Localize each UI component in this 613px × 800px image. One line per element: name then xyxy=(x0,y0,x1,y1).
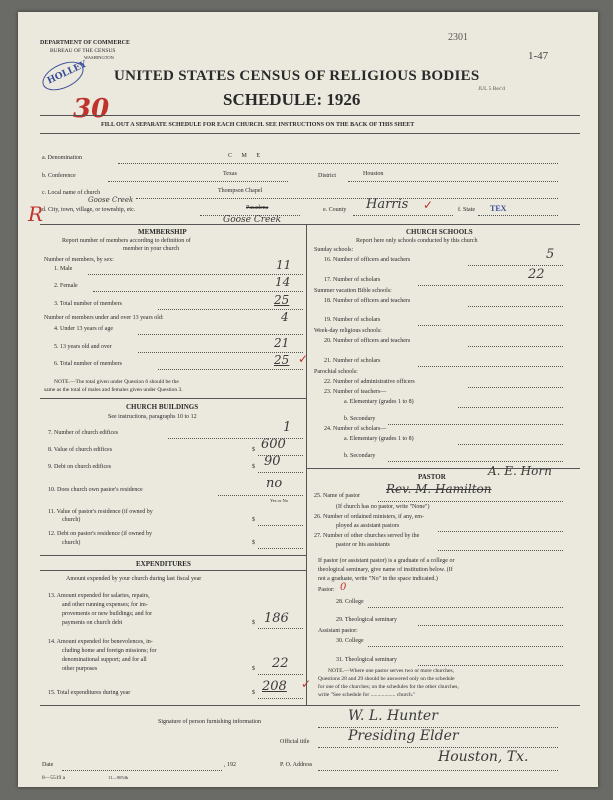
teachers-elementary-label: a. Elementary (grades 1 to 8) xyxy=(344,399,414,405)
expenditures-sub: Amount expended by your church during last fiscal year xyxy=(66,576,202,582)
total-check: ✓ xyxy=(298,352,309,366)
male-label: 1. Male xyxy=(54,266,73,272)
official-title-label: Official title xyxy=(280,739,310,745)
pastor-name-label: 25. Name of pastor xyxy=(314,493,360,499)
form-subtitle: SCHEDULE: 1926 xyxy=(223,90,361,109)
assistant-pastor-label: Assistant pastor: xyxy=(318,628,358,634)
running-expenses-label-2: and other running expenses; for im- xyxy=(62,602,148,608)
schools-heading: CHURCH SCHOOLS xyxy=(406,228,473,236)
pastor-note-2: Questions 28 and 29 should be answered only on the schedule xyxy=(318,676,455,682)
under13-label: 4. Under 13 years of age xyxy=(54,326,113,332)
parochial-schools-label: Parochial schools: xyxy=(314,369,358,375)
running-expenses-label-3: provements or new buildings; and for xyxy=(62,611,153,617)
residence-value-label-2: church) xyxy=(62,517,81,523)
expenditure-check: ✓ xyxy=(301,677,312,691)
expenditures-heading: EXPENDITURES xyxy=(136,560,191,568)
pastor-note-4: write "See schedule for .................. church." xyxy=(318,692,416,698)
seminary-label: 29. Theological seminary xyxy=(336,617,398,623)
benevolences-value: 22 xyxy=(272,656,289,671)
sunday-scholars-label: 17. Number of scholars xyxy=(324,277,381,283)
total-expenditures-label: 15. Total expenditures during year xyxy=(48,690,131,696)
city-label: d. City, town, village, or township, etc. xyxy=(42,207,136,213)
total-members-label: 3. Total number of members xyxy=(54,301,122,307)
city-correction: Goose Creek xyxy=(223,215,282,225)
edifice-debt-label: 9. Debt on church edifices xyxy=(48,464,112,470)
red-number: 30 xyxy=(73,94,110,124)
summer-scholars-label: 19. Number of scholars xyxy=(324,317,381,323)
date-label: Date xyxy=(42,762,54,768)
schools-sub: Report here only schools conducted by this church xyxy=(356,238,478,244)
total-members-2-value: 25 xyxy=(274,353,290,367)
running-expenses-value: 186 xyxy=(264,611,289,626)
code-number: 1-47 xyxy=(528,50,549,62)
residence-value-label: 11. Value of pastor's residence (if owned by xyxy=(48,509,153,515)
sunday-teachers-value: 5 xyxy=(546,247,555,262)
residence-label: 10. Does church own pastor's residence xyxy=(48,487,143,493)
ordained-ministers-label-2: ployed as assistant pastors xyxy=(336,523,400,529)
buildings-sub: See instructions, paragraphs 10 to 12 xyxy=(108,414,197,420)
census-schedule-sheet xyxy=(18,12,598,787)
over13-value: 21 xyxy=(274,336,290,350)
dollar-sign: $ xyxy=(252,517,255,523)
district-label: District xyxy=(318,173,336,179)
dollar-sign: $ xyxy=(252,690,255,696)
membership-note-2: same as the total of males and females given under Question 3. xyxy=(44,387,183,393)
total-expenditures-value: 208 xyxy=(262,679,287,694)
no-pastor-hint: (If church has no pastor, write "None") xyxy=(336,504,430,510)
pastor-name-value: Rev. M. Hamilton xyxy=(386,482,492,496)
scholars-elementary-label: a. Elementary (grades 1 to 8) xyxy=(344,436,414,442)
official-title-value: Presiding Elder xyxy=(348,728,459,744)
state-value: TEX xyxy=(490,204,507,213)
edifice-debt-value: 90 xyxy=(264,454,281,469)
dollar-sign: $ xyxy=(252,464,255,470)
assistant-seminary-label: 31. Theological seminary xyxy=(336,657,398,663)
bureau-label: BUREAU OF THE CENSUS xyxy=(50,48,116,54)
teachers-secondary-label: b. Secondary xyxy=(344,416,376,422)
print-number: 11—9054b xyxy=(108,775,129,780)
yes-no-hint: Yes or No xyxy=(270,498,289,503)
graduate-note-2: theological seminary, give name of institution below. (If xyxy=(318,567,453,573)
weekday-scholars-label: 21. Number of scholars xyxy=(324,358,381,364)
church-name-value: Thompson Chapel xyxy=(218,188,263,194)
graduate-note: If pastor (or assistant pastor) is a graduate of a college or xyxy=(318,558,455,564)
form-number: 8—5519 a xyxy=(42,775,66,781)
residence-value: no xyxy=(266,476,283,491)
city-value-struck: Pasadena xyxy=(246,205,269,211)
benevolences-label-3: denominational support; and for all xyxy=(62,657,147,663)
state-label: f. State xyxy=(458,207,475,213)
stamp-number: 2301 xyxy=(448,32,468,43)
membership-intro-2: member in your church xyxy=(123,246,180,252)
benevolences-label-2: cluding home and foreign missions; for xyxy=(62,648,157,654)
graduate-note-3: not a graduate, write "No" in the space indicated.) xyxy=(318,576,438,582)
city-value: Goose Creek xyxy=(88,196,134,204)
scholars-label: 24. Number of scholars— xyxy=(324,426,387,432)
signature-label: Signature of person furnishing information xyxy=(158,719,261,725)
buildings-heading: CHURCH BUILDINGS xyxy=(126,403,199,411)
summer-schools-label: Summer vacation Bible schools: xyxy=(314,288,392,294)
sunday-scholars-value: 22 xyxy=(528,267,545,282)
dollar-sign: $ xyxy=(252,666,255,672)
holley-text: HOLLEY xyxy=(45,59,89,87)
county-check: ✓ xyxy=(423,198,434,212)
assistant-college-label: 30. College xyxy=(336,638,364,644)
total-members-2-label: 6. Total number of members xyxy=(54,361,122,367)
pastor-note: NOTE.—Where one pastor serves two or more churches, xyxy=(328,668,454,674)
residence-debt-label-2: church) xyxy=(62,540,81,546)
pastor-added-name: A. E. Horn xyxy=(488,464,552,478)
dollar-sign: $ xyxy=(252,540,255,546)
denomination-label: a. Denomination xyxy=(42,155,82,161)
other-churches-label: 27. Number of other churches served by the xyxy=(314,533,420,539)
benevolences-label-4: other purposes xyxy=(62,666,98,672)
running-expenses-label-4: payments on church debt xyxy=(62,620,123,626)
other-churches-label-2: pastor or his assistants xyxy=(336,542,390,548)
admin-officers-label: 22. Number of administrative officers xyxy=(324,379,415,385)
edifices-value: 1 xyxy=(283,420,292,435)
pastor-grad-label: Pastor: xyxy=(318,587,335,593)
weekday-schools-label: Week-day religious schools: xyxy=(314,328,382,334)
teachers-label: 23. Number of teachers— xyxy=(324,389,387,395)
under13-value: 4 xyxy=(281,310,289,324)
membership-intro: Report number of members according to definition of xyxy=(62,238,191,244)
ordained-ministers-label: 26. Number of ordained ministers, if any, em- xyxy=(314,514,424,520)
red-r-mark: R xyxy=(28,202,44,226)
weekday-teachers-label: 20. Number of officers and teachers xyxy=(324,338,411,344)
address-value: Houston, Tx. xyxy=(438,749,529,765)
age-heading: Number of members under and over 13 years old: xyxy=(44,315,164,321)
city-label: WASHINGTON xyxy=(84,55,114,60)
membership-note: NOTE.—The total given under Question 6 should be the xyxy=(54,379,179,385)
running-expenses-label: 13. Amount expended for salaries, repairs, xyxy=(48,593,150,599)
denomination-value: C M E xyxy=(228,153,265,159)
dollar-sign: $ xyxy=(252,620,255,626)
female-value: 14 xyxy=(275,275,291,289)
dept-label: DEPARTMENT OF COMMERCE xyxy=(40,40,131,46)
female-label: 2. Female xyxy=(54,283,78,289)
male-value: 11 xyxy=(276,258,292,272)
form-title: UNITED STATES CENSUS OF RELIGIOUS BODIES xyxy=(114,68,480,84)
pastor-note-3: for one of the churches; on the schedules for the other churches, xyxy=(318,684,459,690)
signature-value: W. L. Hunter xyxy=(348,708,438,724)
college-label: 28. College xyxy=(336,599,364,605)
sunday-teachers-label: 16. Number of officers and teachers xyxy=(324,257,411,263)
county-label: e. County xyxy=(323,207,347,213)
total-members-value: 25 xyxy=(274,293,290,307)
date-stamp: JUL 5 Rec'd xyxy=(478,86,506,92)
district-value: Houston xyxy=(363,171,384,177)
summer-teachers-label: 18. Number of officers and teachers xyxy=(324,298,411,304)
benevolences-label: 14. Amount expended for benevolences, in- xyxy=(48,639,153,645)
county-value: Harris xyxy=(366,197,409,212)
members-by-sex-label: Number of members, by sex: xyxy=(44,257,114,263)
residence-debt-label: 12. Debt on pastor's residence (if owned by xyxy=(48,531,153,537)
date-year: , 192 xyxy=(224,762,236,768)
sunday-schools-label: Sunday schools: xyxy=(314,247,354,253)
scholars-secondary-label: b. Secondary xyxy=(344,453,376,459)
conference-label: b. Conference xyxy=(42,173,76,179)
over13-label: 5. 13 years old and over xyxy=(54,344,112,350)
conference-value: Texas xyxy=(223,171,237,177)
edifice-value-label: 8. Value of church edifices xyxy=(48,447,113,453)
edifices-label: 7. Number of church edifices xyxy=(48,430,119,436)
form-instruction: FILL OUT A SEPARATE SCHEDULE FOR EACH CHURCH. SEE INSTRUCTIONS ON THE BACK OF THIS SHEET xyxy=(101,122,415,128)
dollar-sign: $ xyxy=(252,447,255,453)
pastor-grad-value: 0 xyxy=(340,582,347,593)
membership-heading: MEMBERSHIP xyxy=(138,228,187,236)
church-name-label: c. Local name of church xyxy=(42,190,101,196)
address-label: P. O. Address xyxy=(280,762,313,768)
edifice-value: 600 xyxy=(261,437,286,452)
pastor-heading: PASTOR xyxy=(418,473,446,481)
